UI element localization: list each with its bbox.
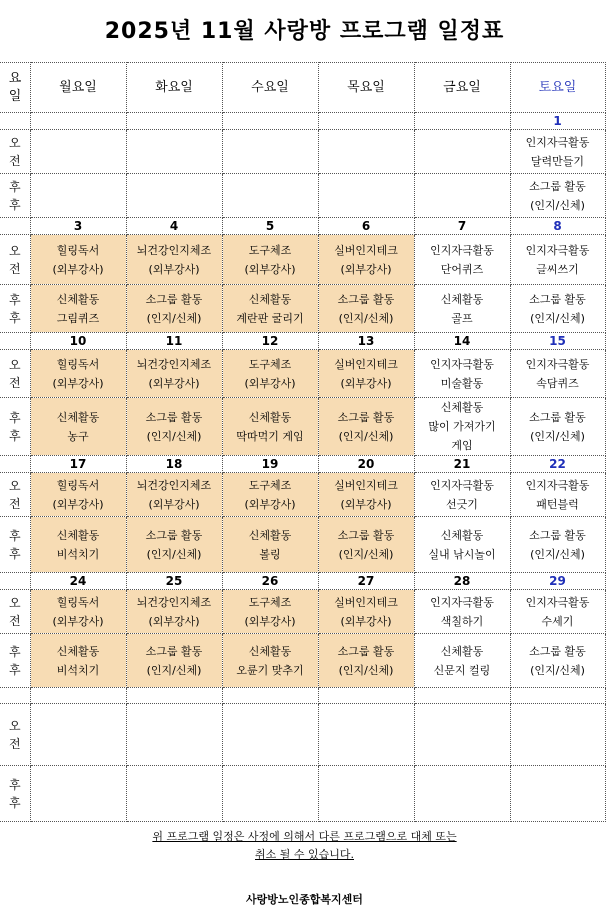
pm-label [0,398,30,456]
page-title: 2025년 11월 사랑방 프로그램 일정표 [104,19,505,44]
program-cell [318,634,414,688]
date-row-spacer [0,333,30,350]
date-cell: 1 [510,113,605,130]
program-cell [126,766,222,822]
program-cell [414,473,510,517]
program-text: 속담퀴즈 [536,376,579,390]
program-text: 소그룹 활동 [337,644,395,658]
program-text: 많이 가져가기 [428,420,496,433]
program-cell [414,398,510,456]
date-cell: 29 [510,573,605,590]
program-text: (인지/신체) [338,429,394,443]
program-cell [126,398,222,456]
program-cell [126,634,222,688]
date-cell [222,688,318,704]
date-cell: 10 [30,333,126,350]
am-row [0,473,605,517]
program-text: 신체활동 [440,528,484,542]
program-text: 비석치기 [56,663,100,677]
program-text: (외부강사) [244,376,296,390]
date-row [0,218,605,235]
program-text: 소그룹 활동 [529,410,586,424]
program-text: (인지/신체) [530,663,585,677]
date-cell: 18 [126,456,222,473]
pm-row [0,285,605,333]
date-cell [126,113,222,130]
am-label-text: 오전 [8,718,21,751]
program-cell [126,517,222,573]
program-text: 신체활동 [56,644,100,658]
program-cell [510,235,605,285]
program-text: 게임 [451,439,473,452]
program-cell [318,473,414,517]
program-cell [222,517,318,573]
program-cell [222,590,318,634]
program-cell [30,174,126,218]
pm-label-text: 후후 [8,528,21,561]
program-text: (외부강사) [148,614,200,628]
program-text: (외부강사) [52,497,104,511]
program-text: 신체활동 [248,644,292,658]
am-label-text: 오전 [8,243,21,276]
program-cell [318,350,414,398]
program-cell [510,473,605,517]
program-cell [414,235,510,285]
date-cell [414,113,510,130]
program-text: 그림퀴즈 [56,311,100,325]
program-cell [510,285,605,333]
day-header-4: 금요일 [414,63,510,113]
program-text: (외부강사) [52,262,104,276]
program-text: (외부강사) [148,376,200,390]
date-cell: 12 [222,333,318,350]
pm-label [0,174,30,218]
program-cell [318,130,414,174]
program-text: 실버인지테크 [334,357,398,371]
program-cell [126,285,222,333]
program-text: (인지/신체) [146,663,202,677]
date-cell [318,688,414,704]
date-row [0,456,605,473]
program-cell [414,704,510,766]
pm-label-text: 후후 [8,292,21,325]
program-text: 신체활동 [440,644,484,658]
program-cell [414,174,510,218]
date-cell: 21 [414,456,510,473]
date-cell: 24 [30,573,126,590]
notice-line-1: 위 프로그램 일정은 사정에 의해서 다른 프로그램으로 대체 또는 [152,830,457,843]
day-header-1: 화요일 [126,63,222,113]
program-cell [318,590,414,634]
am-label-text: 오전 [8,135,21,168]
program-text: 색칠하기 [440,614,484,628]
program-cell [30,398,126,456]
program-text: 소그룹 활동 [529,644,586,658]
date-cell: 4 [126,218,222,235]
weekday-side-label [0,63,30,113]
program-text: 뇌건강인지체조 [136,478,212,492]
program-cell [318,235,414,285]
pm-row [0,766,605,822]
program-text: 인지자극활동 [525,357,590,371]
program-text: 실버인지테크 [334,243,398,257]
program-text: 계란판 굴리기 [236,311,304,325]
am-label [0,350,30,398]
program-cell [318,766,414,822]
date-cell: 25 [126,573,222,590]
am-label [0,704,30,766]
program-cell [222,174,318,218]
date-row [0,333,605,350]
program-text: 인지자극활동 [430,243,494,257]
program-cell [222,235,318,285]
program-text: (외부강사) [244,497,296,511]
program-cell [30,704,126,766]
date-cell: 28 [414,573,510,590]
schedule-notice [0,828,609,864]
program-cell [30,235,126,285]
date-cell: 26 [222,573,318,590]
date-row-spacer [0,218,30,235]
am-row [0,235,605,285]
date-cell: 17 [30,456,126,473]
program-text: (인지/신체) [530,547,585,561]
date-cell [414,688,510,704]
date-cell [30,113,126,130]
program-cell [510,130,605,174]
program-text: 인지자극활동 [430,478,494,492]
program-text: 뇌건강인지체조 [136,243,212,257]
program-text: 수세기 [541,614,574,628]
program-cell [414,634,510,688]
program-text: 힐링독서 [56,243,100,257]
program-cell [30,285,126,333]
program-text: 뇌건강인지체조 [136,595,212,609]
center-name: 사랑방노인종합복지센터 [246,893,363,906]
program-cell [318,704,414,766]
program-text: (외부강사) [244,262,296,276]
program-cell [222,766,318,822]
program-text: 인지자극활동 [525,595,590,609]
am-row [0,350,605,398]
program-text: (외부강사) [148,262,200,276]
program-text: 글씨쓰기 [536,262,579,276]
program-text: (외부강사) [340,376,392,390]
program-cell [222,704,318,766]
am-label [0,130,30,174]
pm-row [0,174,605,218]
pm-label-text: 후후 [8,644,21,677]
date-cell: 7 [414,218,510,235]
pm-row [0,634,605,688]
program-text: (인지/신체) [146,429,202,443]
pm-label [0,285,30,333]
program-cell [414,766,510,822]
program-cell [510,634,605,688]
program-cell [222,398,318,456]
program-text: 선긋기 [446,497,478,511]
program-cell [318,517,414,573]
program-cell [510,517,605,573]
program-text: 도구체조 [248,478,292,492]
program-text: 볼링 [259,547,281,561]
date-cell [30,688,126,704]
date-cell [126,688,222,704]
program-text: 인지자극활동 [430,357,494,371]
program-text: 소그룹 활동 [529,528,586,542]
program-text: 실버인지테크 [334,478,398,492]
program-text: 힐링독서 [56,478,100,492]
program-cell [126,704,222,766]
program-text: 소그룹 활동 [337,528,395,542]
program-cell [414,350,510,398]
program-text: 소그룹 활동 [145,292,203,306]
program-text: 신체활동 [56,292,100,306]
program-text: (인지/신체) [146,547,202,561]
am-label [0,590,30,634]
program-text: 비석치기 [56,547,100,561]
program-text: (외부강사) [340,497,392,511]
program-text: (외부강사) [52,614,104,628]
program-text: (인지/신체) [530,311,585,325]
program-cell [414,590,510,634]
pm-label-text: 후후 [8,777,21,810]
program-text: 인지자극활동 [430,595,494,609]
date-cell: 5 [222,218,318,235]
program-cell [30,517,126,573]
day-header-5: 토요일 [510,63,605,113]
date-row [0,688,605,704]
pm-label [0,766,30,822]
day-header-0: 월요일 [30,63,126,113]
date-row-spacer [0,688,30,704]
notice-line-2: 취소 될 수 있습니다. [255,848,354,861]
program-cell [414,517,510,573]
program-cell [318,285,414,333]
day-header-2: 수요일 [222,63,318,113]
program-cell [510,590,605,634]
program-cell [414,130,510,174]
date-cell [510,688,605,704]
program-text: 도구체조 [248,243,292,257]
program-text: 도구체조 [248,595,292,609]
program-text: (인지/신체) [530,198,585,212]
program-text: 신체활동 [248,292,292,306]
program-cell [510,766,605,822]
program-cell [222,473,318,517]
program-text: 달력만들기 [530,154,585,168]
date-cell: 3 [30,218,126,235]
program-text: 신체활동 [248,528,292,542]
program-text: 힐링독서 [56,595,100,609]
program-cell [510,174,605,218]
program-cell [126,235,222,285]
program-cell [222,285,318,333]
am-label [0,473,30,517]
program-cell [126,174,222,218]
program-text: 실내 낚시놀이 [428,547,496,561]
am-row [0,704,605,766]
program-text: 미술활동 [440,376,484,390]
pm-label-text: 후후 [8,410,21,443]
program-text: 인지자극활동 [525,243,590,257]
program-text: 신체활동 [56,410,100,424]
program-text: 신체활동 [440,292,484,306]
date-cell [318,113,414,130]
program-cell [30,634,126,688]
program-text: 소그룹 활동 [145,528,203,542]
date-row [0,113,605,130]
program-text: 패턴블럭 [536,497,579,511]
date-row [0,573,605,590]
program-text: (외부강사) [52,376,104,390]
date-cell: 11 [126,333,222,350]
program-text: 소그룹 활동 [145,410,203,424]
program-cell [30,130,126,174]
am-label-text: 오전 [8,478,21,511]
day-header-row [0,63,605,113]
am-label [0,235,30,285]
date-cell: 22 [510,456,605,473]
program-text: 골프 [451,311,473,325]
date-cell: 6 [318,218,414,235]
date-cell [222,113,318,130]
program-text: 농구 [67,429,89,443]
program-text: 도구체조 [248,357,292,371]
program-cell [30,473,126,517]
pm-label [0,634,30,688]
program-cell [126,473,222,517]
program-text: (외부강사) [244,614,296,628]
date-row-spacer [0,456,30,473]
program-cell [222,350,318,398]
program-cell [318,398,414,456]
program-text: 신체활동 [248,410,292,424]
program-text: 오륜기 맞추기 [236,663,304,677]
program-text: (인지/신체) [338,547,394,561]
pm-label [0,517,30,573]
program-cell [318,174,414,218]
weekday-side-text: 요일 [8,70,22,104]
pm-row [0,398,605,456]
date-cell: 14 [414,333,510,350]
program-cell [510,398,605,456]
program-text: 소그룹 활동 [145,644,203,658]
pm-row [0,517,605,573]
date-row-spacer [0,573,30,590]
program-cell [510,350,605,398]
date-cell: 15 [510,333,605,350]
program-text: 단어퀴즈 [440,262,484,276]
am-row [0,590,605,634]
program-text: (인지/신체) [338,663,394,677]
am-label-text: 오전 [8,357,21,390]
program-text: 소그룹 활동 [529,292,586,306]
program-text: 인지자극활동 [525,478,590,492]
day-header-3: 목요일 [318,63,414,113]
program-cell [126,130,222,174]
program-text: 힐링독서 [56,357,100,371]
program-text: 신체활동 [56,528,100,542]
program-text: 신체활동 [440,401,484,414]
program-text: (인지/신체) [338,311,394,325]
program-text: (외부강사) [148,497,200,511]
program-cell [222,130,318,174]
date-cell: 19 [222,456,318,473]
date-cell: 13 [318,333,414,350]
program-cell [30,350,126,398]
program-text: (인지/신체) [530,429,585,443]
program-text: 소그룹 활동 [337,410,395,424]
date-cell: 8 [510,218,605,235]
program-text: 신문지 컬링 [433,663,491,677]
program-cell [126,590,222,634]
program-cell [510,704,605,766]
am-row [0,130,605,174]
date-row-spacer [0,113,30,130]
pm-label-text: 후후 [8,179,21,212]
program-text: (외부강사) [340,262,392,276]
program-cell [414,285,510,333]
am-label-text: 오전 [8,595,21,628]
program-text: 소그룹 활동 [337,292,395,306]
program-text: 뇌건강인지체조 [136,357,212,371]
date-cell: 20 [318,456,414,473]
date-cell: 27 [318,573,414,590]
program-cell [30,766,126,822]
program-text: 실버인지테크 [334,595,398,609]
program-cell [30,590,126,634]
program-cell [126,350,222,398]
program-cell [222,634,318,688]
schedule-table [0,62,606,822]
program-text: (인지/신체) [146,311,202,325]
program-text: (외부강사) [340,614,392,628]
program-text: 인지자극활동 [525,135,590,149]
program-text: 딱따먹기 게임 [236,429,304,443]
program-text: 소그룹 활동 [529,179,586,193]
